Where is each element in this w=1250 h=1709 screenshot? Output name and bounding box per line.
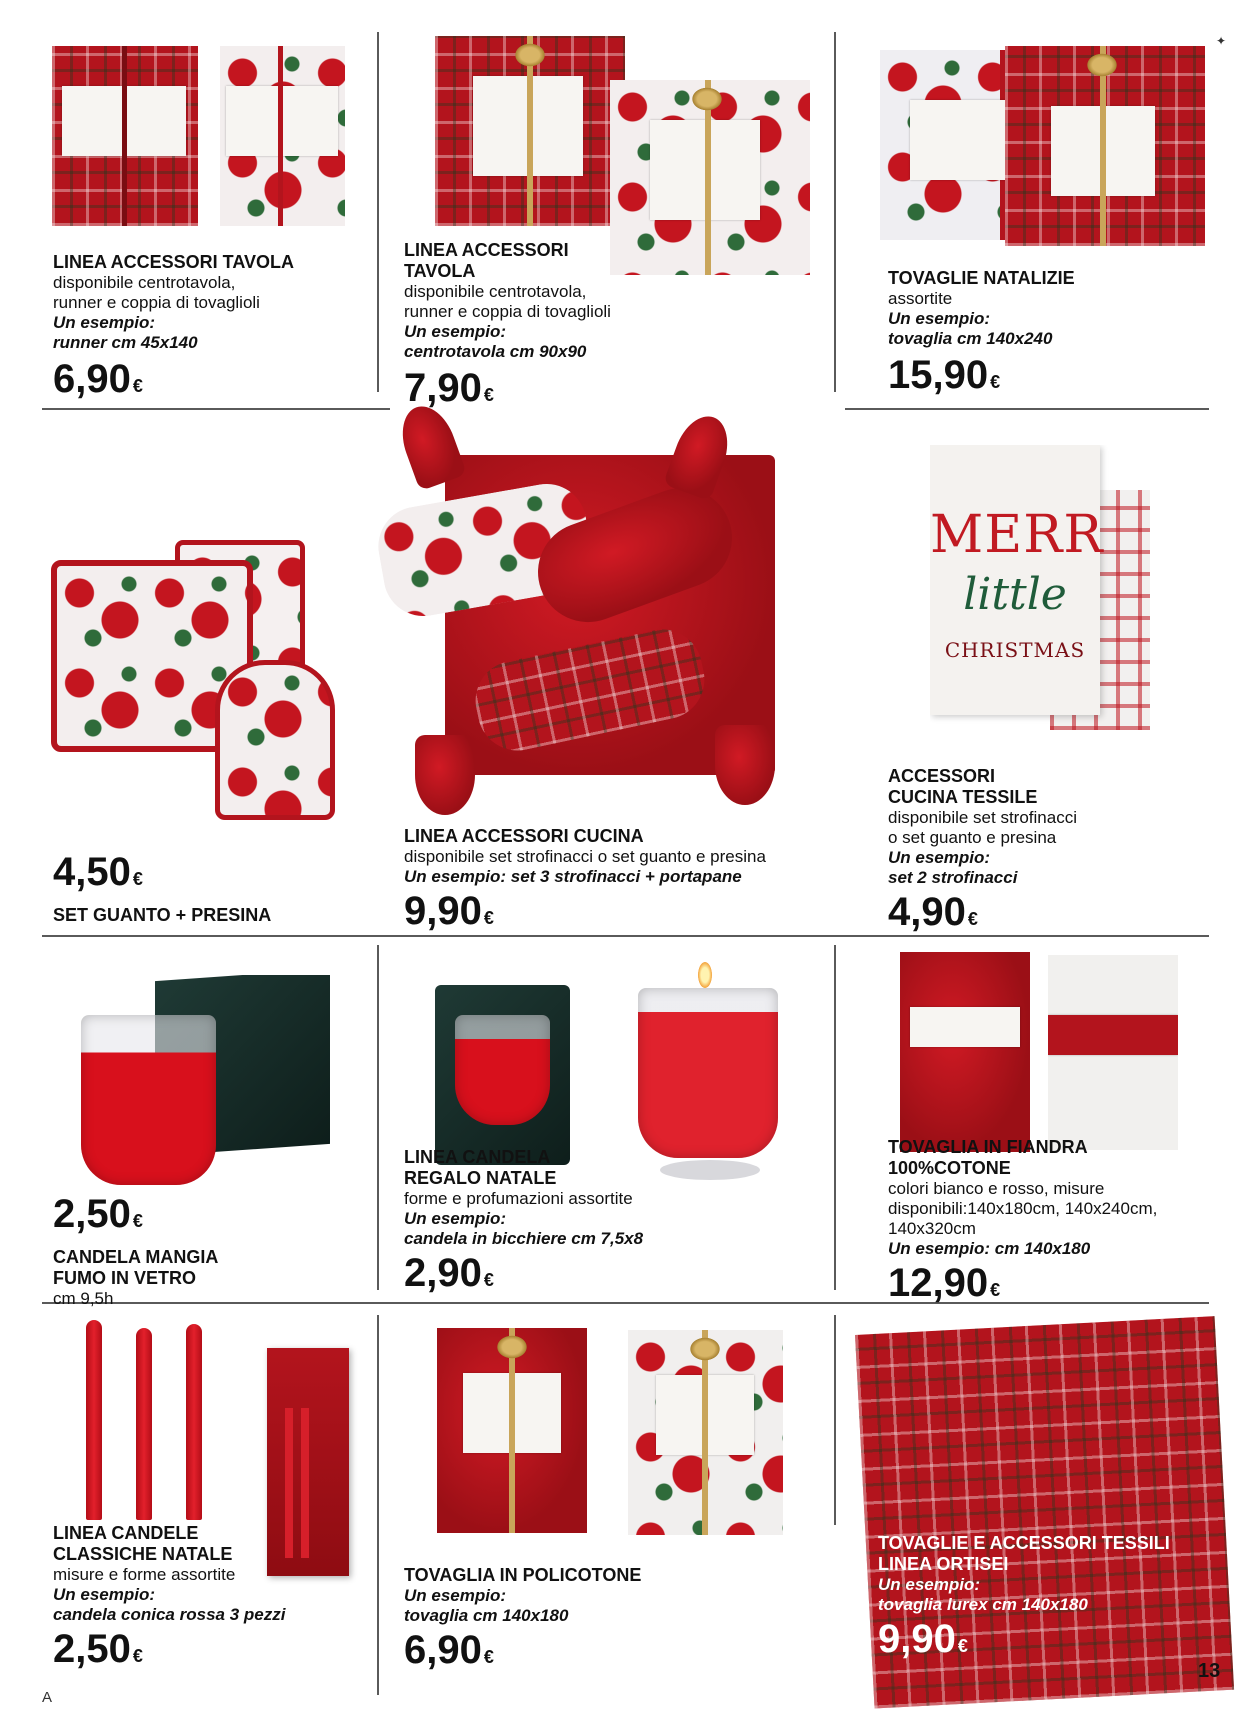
product-image-taper-candles xyxy=(80,1320,360,1520)
price-value: 2,90 xyxy=(404,1251,482,1295)
product-title: LINEA ORTISEI xyxy=(878,1554,1009,1574)
product-image-table-accessories-plaid xyxy=(52,46,198,226)
product-image-fiandra-white xyxy=(1048,955,1178,1150)
price-value: 9,90 xyxy=(404,889,482,933)
currency-symbol: € xyxy=(990,372,1001,392)
product-title: SET GUANTO + PRESINA xyxy=(53,905,272,925)
product-image-gift-candle-box xyxy=(435,985,570,1165)
example-label: Un esempio: xyxy=(878,1575,981,1594)
product-description: cm 9,5h xyxy=(53,1289,114,1308)
example-detail: tovaglia lurex cm 140x180 xyxy=(878,1595,1088,1614)
column-divider xyxy=(834,32,836,392)
product-title: CANDELA MANGIA xyxy=(53,1247,219,1267)
currency-symbol: € xyxy=(483,385,494,405)
product-description: colori bianco e rosso, misure xyxy=(888,1179,1105,1198)
example-detail: candela in bicchiere cm 7,5x8 xyxy=(404,1229,644,1248)
product-title: LINEA CANDELA xyxy=(404,1147,551,1167)
edition-marker: A xyxy=(42,1689,53,1706)
product-image-bread-basket xyxy=(375,395,830,825)
product-description: misure e forme assortite xyxy=(53,1565,236,1584)
price-value: 9,90 xyxy=(878,1617,956,1661)
product-description: disponibile set strofinacci o set guanto e presina xyxy=(404,847,766,866)
currency-symbol: € xyxy=(957,1636,968,1656)
product-title: TAVOLA xyxy=(404,261,476,281)
example-detail: Un esempio: cm 140x180 xyxy=(888,1239,1091,1258)
column-divider xyxy=(377,1315,379,1695)
price-value: 7,90 xyxy=(404,366,482,410)
product-description: disponibile set strofinacci xyxy=(888,808,1077,827)
example-label: Un esempio: xyxy=(888,848,991,867)
column-divider xyxy=(834,945,836,1290)
example-detail: centrotavola cm 90x90 xyxy=(404,342,587,361)
currency-symbol: € xyxy=(132,376,143,396)
product-image-policotone-red xyxy=(437,1328,587,1533)
product-image-policotone-white xyxy=(628,1330,783,1535)
product-title: LINEA CANDELE xyxy=(53,1523,199,1543)
price xyxy=(404,889,834,940)
currency-symbol: € xyxy=(132,1646,143,1666)
example-label: Un esempio: xyxy=(53,1585,156,1604)
currency-symbol: € xyxy=(483,908,494,928)
example-detail: candela conica rossa 3 pezzi xyxy=(53,1605,286,1624)
column-divider xyxy=(377,32,379,392)
example-detail: runner cm 45x140 xyxy=(53,333,198,352)
currency-symbol: € xyxy=(132,869,143,889)
product-image-centrotavola-plaid xyxy=(435,36,625,226)
currency-symbol: € xyxy=(990,1280,1001,1300)
price xyxy=(53,850,373,901)
example-detail: tovaglia cm 140x240 xyxy=(888,329,1053,348)
product-title: 100%COTONE xyxy=(888,1158,1011,1178)
price-value: 6,90 xyxy=(404,1628,482,1672)
currency-symbol: € xyxy=(483,1270,494,1290)
product-image-table-accessories-floral xyxy=(220,46,345,226)
card-text-little: little xyxy=(963,569,1067,620)
product-image-glove-presina xyxy=(45,520,345,820)
product-description: forme e profumazioni assortite xyxy=(404,1189,633,1208)
product-title: CUCINA TESSILE xyxy=(888,787,1038,807)
product-description: disponibile centrotavola, xyxy=(404,282,587,301)
product-image-tea-towels xyxy=(930,445,1155,730)
example-label: Un esempio: xyxy=(888,309,991,328)
price xyxy=(404,1251,834,1302)
currency-symbol: € xyxy=(967,909,978,929)
product-description: 140x320cm xyxy=(888,1219,976,1238)
product-image-tablecloth-plaid xyxy=(1005,46,1205,246)
currency-symbol: € xyxy=(483,1647,494,1667)
card-text-merry: MERR xyxy=(930,505,1104,565)
card-text-christmas: CHRISTMAS xyxy=(944,638,1086,662)
price-value: 2,50 xyxy=(53,1627,131,1671)
product-description: disponibile centrotavola, xyxy=(53,273,236,292)
product-description: assortite xyxy=(888,289,953,308)
product-title: TOVAGLIE E ACCESSORI TESSILI xyxy=(878,1533,1170,1553)
price xyxy=(53,357,373,408)
price xyxy=(878,1617,1218,1668)
product-title: LINEA ACCESSORI xyxy=(404,240,569,260)
price-value: 2,50 xyxy=(53,1192,131,1236)
product-image-fiandra-red xyxy=(900,952,1030,1152)
product-description: runner e coppia di tovaglioli xyxy=(53,293,260,312)
product-image-smoke-candle xyxy=(75,975,335,1195)
price xyxy=(404,1628,834,1679)
product-title: TOVAGLIA IN FIANDRA xyxy=(888,1137,1088,1157)
price-value: 6,90 xyxy=(53,357,131,401)
example-detail: set 2 strofinacci xyxy=(888,868,1018,887)
page-number: 13 xyxy=(1198,1660,1221,1682)
product-title: LINEA ACCESSORI TAVOLA xyxy=(53,252,295,272)
price-value: 4,50 xyxy=(53,850,131,894)
product-title: LINEA ACCESSORI CUCINA xyxy=(404,826,644,846)
product-title: TOVAGLIE NATALIZIE xyxy=(888,268,1075,288)
row-divider xyxy=(42,408,390,410)
example-label: Un esempio: xyxy=(404,322,507,341)
product-title: REGALO NATALE xyxy=(404,1168,557,1188)
product-description: disponibili:140x180cm, 140x240cm, xyxy=(888,1199,1158,1218)
price-value: 4,90 xyxy=(888,890,966,934)
currency-symbol: € xyxy=(132,1211,143,1231)
price xyxy=(53,1192,373,1243)
example-label: Un esempio: xyxy=(53,313,156,332)
product-description: runner e coppia di tovaglioli xyxy=(404,302,611,321)
column-divider xyxy=(377,945,379,1290)
price xyxy=(53,1627,373,1678)
product-description: o set guanto e presina xyxy=(888,828,1057,847)
price xyxy=(888,890,1218,941)
sparkle-icon: ✦ xyxy=(1216,34,1227,48)
example-label: Un esempio: xyxy=(404,1586,507,1605)
price xyxy=(888,1261,1233,1312)
example-label: Un esempio: xyxy=(404,1209,507,1228)
product-title: ACCESSORI xyxy=(888,766,996,786)
price-value: 12,90 xyxy=(888,1261,989,1305)
example-detail: Un esempio: set 3 strofinacci + portapane xyxy=(404,867,742,886)
product-title: CLASSICHE NATALE xyxy=(53,1544,233,1564)
price-value: 15,90 xyxy=(888,353,989,397)
product-title: FUMO IN VETRO xyxy=(53,1268,196,1288)
price xyxy=(888,353,1218,404)
example-detail: tovaglia cm 140x180 xyxy=(404,1606,569,1625)
product-title: TOVAGLIA IN POLICOTONE xyxy=(404,1565,642,1585)
row-divider xyxy=(845,408,1209,410)
column-divider xyxy=(834,1315,836,1525)
